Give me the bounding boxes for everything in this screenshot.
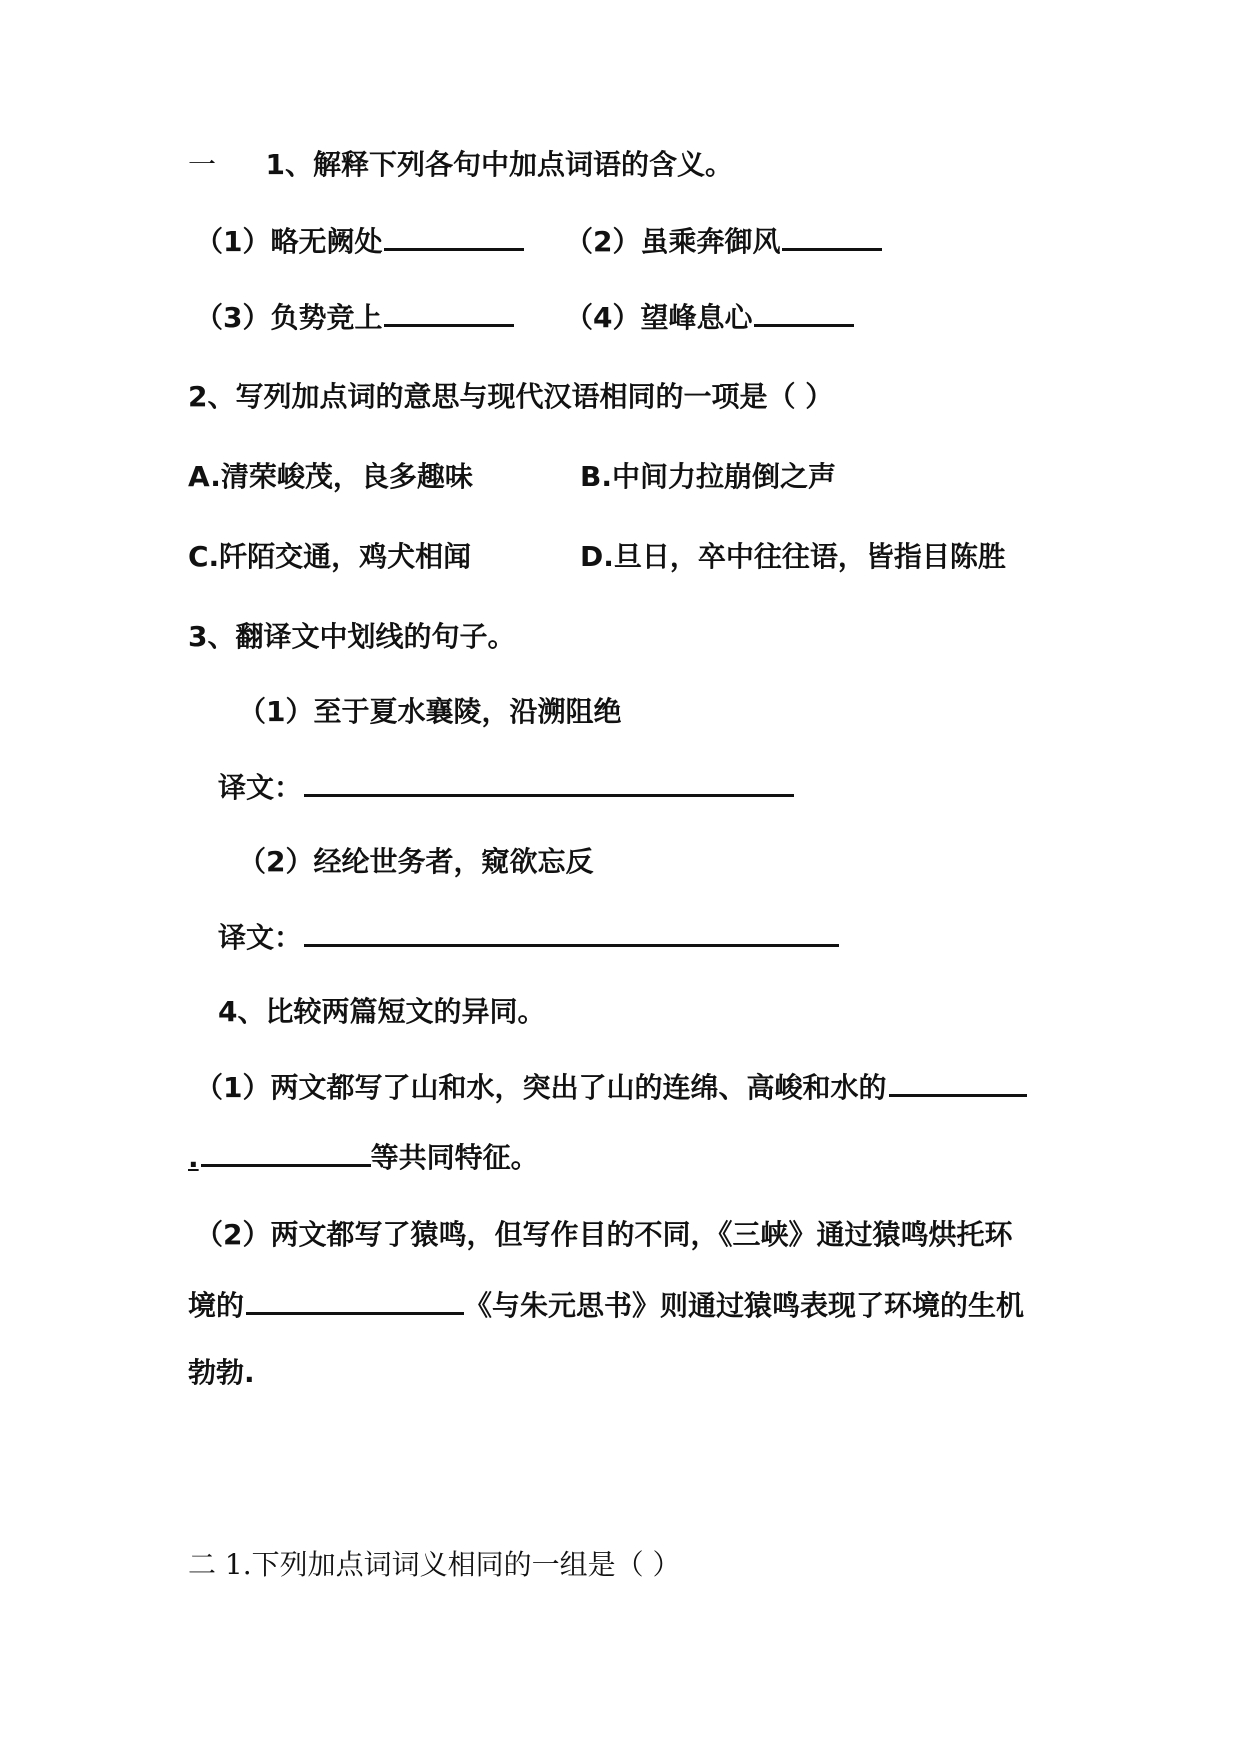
answer-blank[interactable] bbox=[201, 1140, 371, 1167]
q2-option-d[interactable]: D.旦日，卒中往往语，皆指目陈胜 bbox=[580, 540, 1006, 573]
q4-paragraph-1-line-1 bbox=[195, 1070, 1027, 1105]
q3-translation-1 bbox=[218, 770, 794, 805]
q4-paragraph-2-line-1: （2）两文都写了猿鸣，但写作目的不同，《三峡》通过猿鸣烘托环 bbox=[195, 1218, 1013, 1251]
translation-blank[interactable] bbox=[304, 770, 794, 797]
q2-option-c[interactable]: C.阡陌交通，鸡犬相闻 bbox=[188, 540, 472, 573]
answer-blank[interactable] bbox=[754, 300, 854, 327]
section-one-header bbox=[188, 148, 733, 182]
q1-item-1 bbox=[195, 224, 524, 259]
q3-sentence-2: （2）经纶世务者，窥欲忘反 bbox=[238, 845, 594, 878]
question-3-title: 3、翻译文中划线的句子。 bbox=[188, 620, 516, 653]
question-1-title: 1、解释下列各句中加点词语的含义。 bbox=[265, 148, 733, 181]
q1-item-4 bbox=[565, 300, 854, 335]
q4-paragraph-2-line-3: 勃勃. bbox=[188, 1356, 255, 1389]
q2-option-b[interactable]: B.中间力拉崩倒之声 bbox=[580, 460, 836, 493]
q1-item-3-text: （3）负势竞上 bbox=[195, 301, 383, 334]
q3-sentence-1: （1）至于夏水襄陵，沿溯阻绝 bbox=[238, 695, 622, 728]
answer-blank[interactable] bbox=[246, 1288, 464, 1315]
q1-item-2-text: （2）虽乘奔御风 bbox=[565, 225, 781, 258]
section-number: 一 bbox=[188, 148, 217, 181]
translation-label: 译文： bbox=[218, 771, 303, 804]
q4-p1-suffix: 等共同特征。 bbox=[370, 1141, 539, 1174]
answer-blank[interactable] bbox=[889, 1070, 1027, 1097]
translation-blank[interactable] bbox=[304, 920, 839, 947]
section-two-question-1: 二 1.下列加点词词义相同的一组是（ ） bbox=[188, 1548, 681, 1581]
question-4-title: 4、比较两篇短文的异同。 bbox=[218, 995, 546, 1028]
q1-item-2 bbox=[565, 224, 882, 259]
translation-label: 译文： bbox=[218, 921, 303, 954]
q4-p1-text: （1）两文都写了山和水，突出了山的连绵、高峻和水的 bbox=[195, 1071, 887, 1104]
q1-item-4-text: （4）望峰息心 bbox=[565, 301, 753, 334]
answer-blank[interactable] bbox=[782, 224, 882, 251]
question-2-title: 2、写列加点词的意思与现代汉语相同的一项是（ ） bbox=[188, 380, 834, 413]
q4-paragraph-2-line-2 bbox=[188, 1288, 1024, 1323]
answer-blank[interactable] bbox=[384, 300, 514, 327]
q4-p2-suffix: 《与朱元思书》则通过猿鸣表现了环境的生机 bbox=[464, 1289, 1025, 1322]
q2-option-a[interactable]: A.清荣峻茂，良多趣味 bbox=[188, 460, 473, 493]
q4-p1-prefix: . bbox=[188, 1141, 199, 1174]
q1-item-3 bbox=[195, 300, 514, 335]
q3-translation-2 bbox=[218, 920, 839, 955]
q4-p2-prefix: 境的 bbox=[188, 1289, 245, 1322]
q1-item-1-text: （1）略无阙处 bbox=[195, 225, 383, 258]
answer-blank[interactable] bbox=[384, 224, 524, 251]
q4-paragraph-1-line-2 bbox=[188, 1140, 539, 1175]
